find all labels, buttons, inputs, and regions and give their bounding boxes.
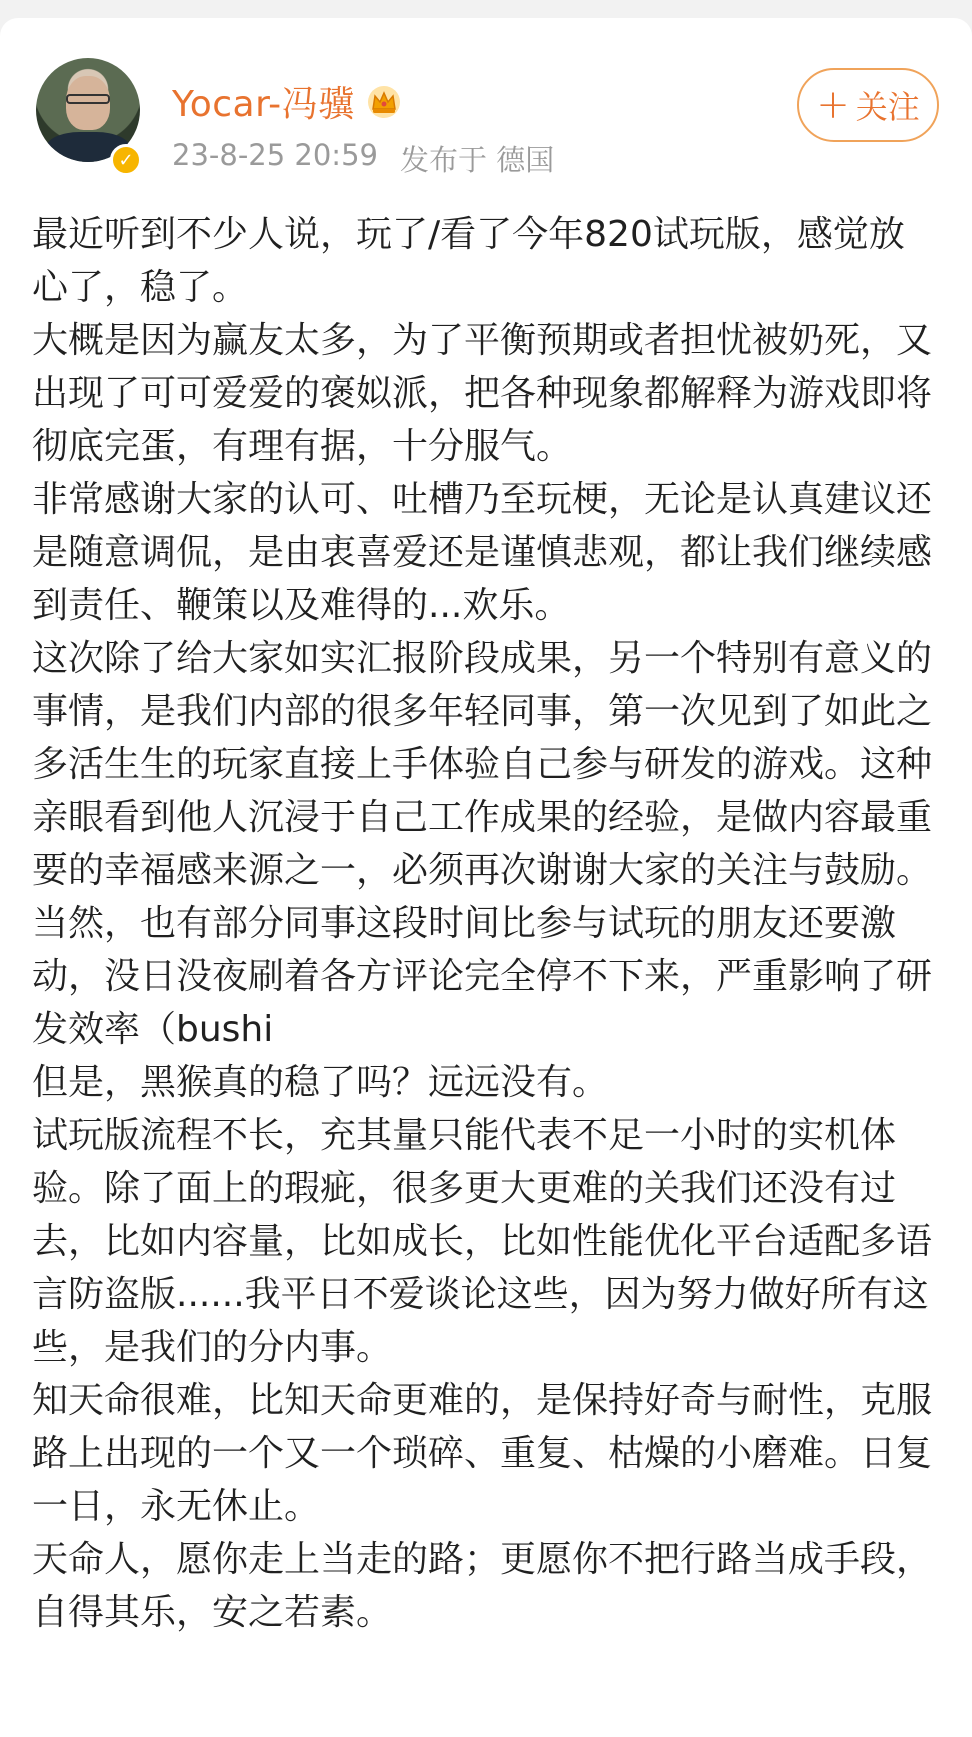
post-timestamp: 23-8-25 20:59 (172, 138, 378, 172)
follow-label: 关注 (855, 88, 920, 126)
post-header (0, 18, 972, 177)
post-paragraph: 试玩版流程不长，充其量只能代表不足一小时的实机体验。除了面上的瑕疵，很多更大更难的关我们还没有过去，比如内容量，比如成长，比如性能优化平台适配多语言防盗版......我平日不爱谈论这些，因为努力做好所有这些，是我们的分内事。 (32, 1115, 933, 1368)
top-strip (0, 0, 972, 18)
post-location: 发布于 德国 (399, 143, 555, 177)
avatar-glasses (66, 94, 110, 104)
follow-button[interactable] (797, 68, 939, 142)
post-paragraph: 非常感谢大家的认可、吐槽乃至玩梗，无论是认真建议还是随意调侃，是由衷喜爱还是谨慎悲观，都让我们继续感到责任、鞭策以及难得的...欢乐。 (32, 479, 933, 626)
plus-icon: + (816, 82, 850, 128)
verified-badge-icon: ✓ (110, 144, 142, 176)
post-paragraph: 大概是因为赢友太多，为了平衡预期或者担忧被奶死，又出现了可可爱爱的褒姒派，把各种现象都解释为游戏即将彻底完蛋，有理有据，十分服气。 (32, 320, 933, 467)
post-meta (172, 138, 554, 179)
post-paragraph: 但是，黑猴真的稳了吗？远远没有。 (32, 1062, 609, 1103)
author-name[interactable] (172, 76, 403, 127)
post-paragraph: 知天命很难，比知天命更难的，是保持好奇与耐性，克服路上出现的一个又一个琐碎、重复、枯燥的小磨难。日复一日，永无休止。 (32, 1380, 933, 1527)
post-paragraph: 最近听到不少人说，玩了/看了今年820试玩版，感觉放心了，稳了。 (32, 214, 905, 308)
crown-icon (365, 85, 403, 119)
post-card (0, 18, 972, 1737)
post-body (32, 208, 940, 1639)
post-paragraph: 天命人，愿你走上当走的路；更愿你不把行路当成手段，自得其乐，安之若素。 (32, 1539, 933, 1633)
post-paragraph: 这次除了给大家如实汇报阶段成果，另一个特别有意义的事情，是我们内部的很多年轻同事，第一次见到了如此之多活生生的玩家直接上手体验自己参与研发的游戏。这种亲眼看到他人沉浸于自己工作成果的经验，是做内容最重要的幸福感来源之一，必须再次谢谢大家的关注与鼓励。当然，也有部分同事这段时间比参与试玩的朋友还要激动，没日没夜刷着各方评论完全停不下来，严重影响了研发效率（bushi (32, 638, 933, 1050)
author-name-text[interactable]: Yocar-冯骥 (172, 84, 355, 125)
